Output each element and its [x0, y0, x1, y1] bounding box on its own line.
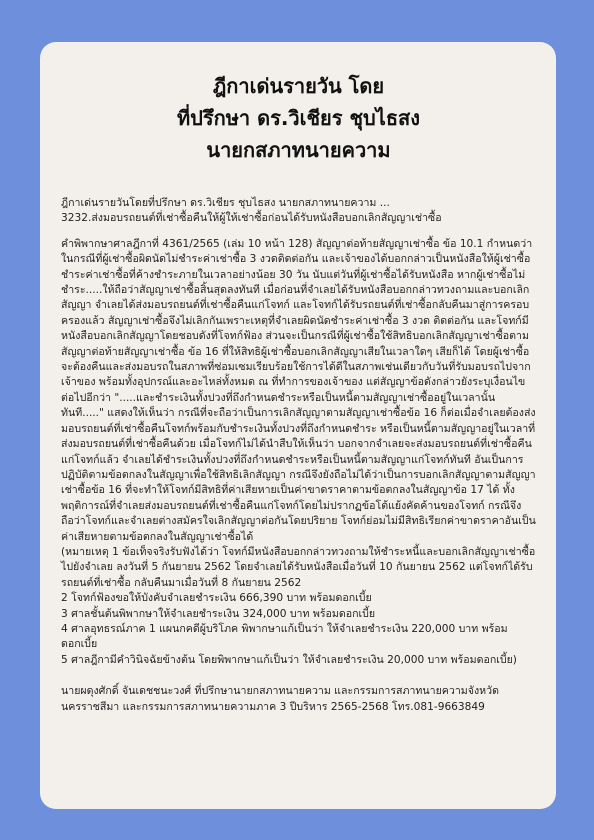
document-body [61, 196, 536, 715]
note-4: 4 ศาลอุทธรณ์ภาค 1 แผนกคดีผู้บริโภค พิพากษาแก้เป็นว่า ให้จำเลยชำระเงิน 220,000 บาท พร้อมดอกเบี้ย [61, 622, 508, 651]
title-line-3: นายกสภาทนายความ [206, 138, 391, 162]
note-3: 3 ศาลชั้นต้นพิพากษาให้จำเลยชำระเงิน 324,000 บาท พร้อมดอกเบี้ย [61, 607, 376, 620]
header-line-2: 3232.ส่งมอบรถยนต์ที่เช่าซื้อคืนให้ผู้ให้เช่าซื้อก่อนได้รับหนังสือบอกเลิกสัญญาเช่าซื้อ [61, 212, 442, 225]
author-footer: นายผดุงศักดิ์ จันเดชชนะวงศ์ ที่ปรึกษานายกสภาทนายความ และกรรมการสภาทนายความจังหวัดนครราชสีมา และกรรมการสภาทนายความภาค 3 ปีบริหาร 2565-2568 โทร.081-9663849 [61, 685, 499, 713]
note-2: 2 โจทก์ฟ้องขอให้บังคับจำเลยชำระเงิน 666,390 บาท พร้อมดอกเบี้ย [61, 592, 372, 605]
judgment-paragraph: คำพิพากษาศาลฎีกาที่ 4361/2565 (เล่ม 10 หน้า 128) สัญญาต่อท้ายสัญญาเช่าซื้อ ข้อ 10.1 กำหนดว่าในกรณีที่ผู้เช่าซื้อผิดนัดไม่ชำระค่าเช่าซื้อ 3 งวดติดต่อกัน และเจ้าของได้บอกกล่าวเป็นหนังสือให้ผู้เช่าซื้อชำระค่าเช่าซื้อที่ค้างชำระภายในเวลาอย่างน้อย 30 วัน นับแต่วันที่ผู้เช่าซื้อได้รับหนังสือ หากผู้เช่าซื้อไม่ชำระ.....ให้ถือว่าสัญญาเช่าซื้อสิ้นสุดลงทันที เมื่อก่อนที่จำเลยได้รับหนังสือบอกกล่าวทวงถามและบอกเลิกสัญญา จำเลยได้ส่งมอบรถยนต์ที่เช่าซื้อคืนแก่โจทก์ และโจทก์ได้รับรถยนต์ที่เช่าซื้อกลับคืนมาสู่การครอบครองแล้ว สัญญาเช่าซื้อจึงไม่เลิกกันเพราะเหตุที่จำเลยผิดนัดชำระค่าเช่าซื้อ 3 งวด ติดต่อกัน และโจทก์มีหนังสือบอกเลิกสัญญาโดยชอบดังที่โจทก์ฟ้อง ส่วนจะเป็นกรณีที่ผู้เช่าซื้อใช้สิทธิบอกเลิกสัญญาเช่าซื้อตามสัญญาต่อท้ายสัญญาเช่าซื้อ ข้อ 16 ที่ให้สิทธิผู้เช่าซื้อบอกเลิกสัญญาเสียในเวลาใดๆ เสียก็ได้ โดยผู้เช่าซื้อจะต้องคืนและส่งมอบรถในสภาพที่ซ่อมเซมเรียบร้อยใช้การได้ดีในสภาพเช่นเดียวกับวันที่รับมอบรถไปจากเจ้าของ พร้อมทั้งอุปกรณ์และอะไหล่ทั้งหมด ณ ที่ทำการของเจ้าของ แต่สัญญาข้อดังกล่าวยังระบุเงื่อนไขต่อไปอีกว่า ".....และชำระเงินทั้งปวงที่ถึงกำหนดชำระหรือเป็นหนี้ตามสัญญาเช่าซื้ออยู่ในเวลานั้นทันที....." แสดงให้เห็นว่า กรณีที่จะถือว่าเป็นการเลิกสัญญาตามสัญญาเช่าซื้อข้อ 16 ก็ต่อเมื่อจำเลยต้องส่งมอบรถยนต์ที่เช่าซื้อคืนโจทก์พร้อมกับชำระเงินทั้งปวงที่ถึงกำหนดชำระ หรือเป็นหนี้ตามสัญญาอยู่ในเวลาที่ส่งมอบรถยนต์ที่เช่าซื้อคืนด้วย เมื่อโจทก์ไม่ได้นำสืบให้เห็นว่า บอกจากจำเลยจะส่งมอบรถยนต์ที่เช่าซื้อคืนแก่โจทก์แล้ว จำเลยได้ชำระเงินทั้งปวงที่ถึงกำหนดชำระหรือเป็นหนี้ตามสัญญาแก่โจทก์ทันที อันเป็นการปฏิบัติตามข้อตกลงในสัญญาเพื่อใช้สิทธิเลิกสัญญา กรณีจึงยังถือไม่ได้ว่าเป็นการบอกเลิกสัญญาตามสัญญาเช่าซื้อข้อ 16 ที่จะทำให้โจทก์มีสิทธิที่ค่าเสียหายเป็นค่าขาดราคาตามข้อตกลงในสัญญาข้อ 17 ได้ ทั้งพฤติการณ์ที่จำเลยส่งมอบรถยนต์ที่เช่าซื้อคืนแก่โจทก์โดยไม่ปรากฏข้อโต้แย้งคัดค้านของโจทก์ กรณีจึงถือว่าโจทก์และจำเลยต่างสมัครใจเลิกสัญญาต่อกันโดยปริยาย โจทก์ย่อมไม่มีสิทธิเรียกค่าขาดราคาอันเป็นค่าเสียหายตามข้อตกลงในสัญญาเช่าซื้อได้ [61, 237, 536, 543]
document-title [61, 70, 536, 166]
document-card [40, 42, 556, 809]
header-line-1: ฎีกาเด่นรายวันโดยที่ปรึกษา ดร.วิเชียร ชุบไธสง นายกสภาทนายความ ... [61, 197, 390, 209]
note-1: (หมายเหตุ 1 ข้อเท็จจริงรับฟังได้ว่า โจทก์มีหนังสือบอกกล่าวทวงถามให้ชำระหนี้และบอกเลิกสัญญาเช่าซื้อไปยังจำเลย ลงวันที่ 5 กันยายน 2562 โดยจำเลยได้รับหนังสือเมื่อวันที่ 10 กันยายน 2562 แต่โจทก์ได้รับรถยนต์ที่เช่าซื้อ กลับคืนมาเมื่อวันที่ 8 กันยายน 2562 [61, 545, 536, 589]
title-line-2: ที่ปรึกษา ดร.วิเชียร ชุบไธสง [176, 106, 420, 130]
note-5: 5 ศาลฎีกามีคำวินิจฉัยข้างต้น โดยพิพากษาแก้เป็นว่า ให้จำเลยชำระเงิน 20,000 บาท พร้อมดอกเบี้ย) [61, 653, 517, 666]
title-line-1: ฎีกาเด่นรายวัน โดย [212, 74, 385, 98]
